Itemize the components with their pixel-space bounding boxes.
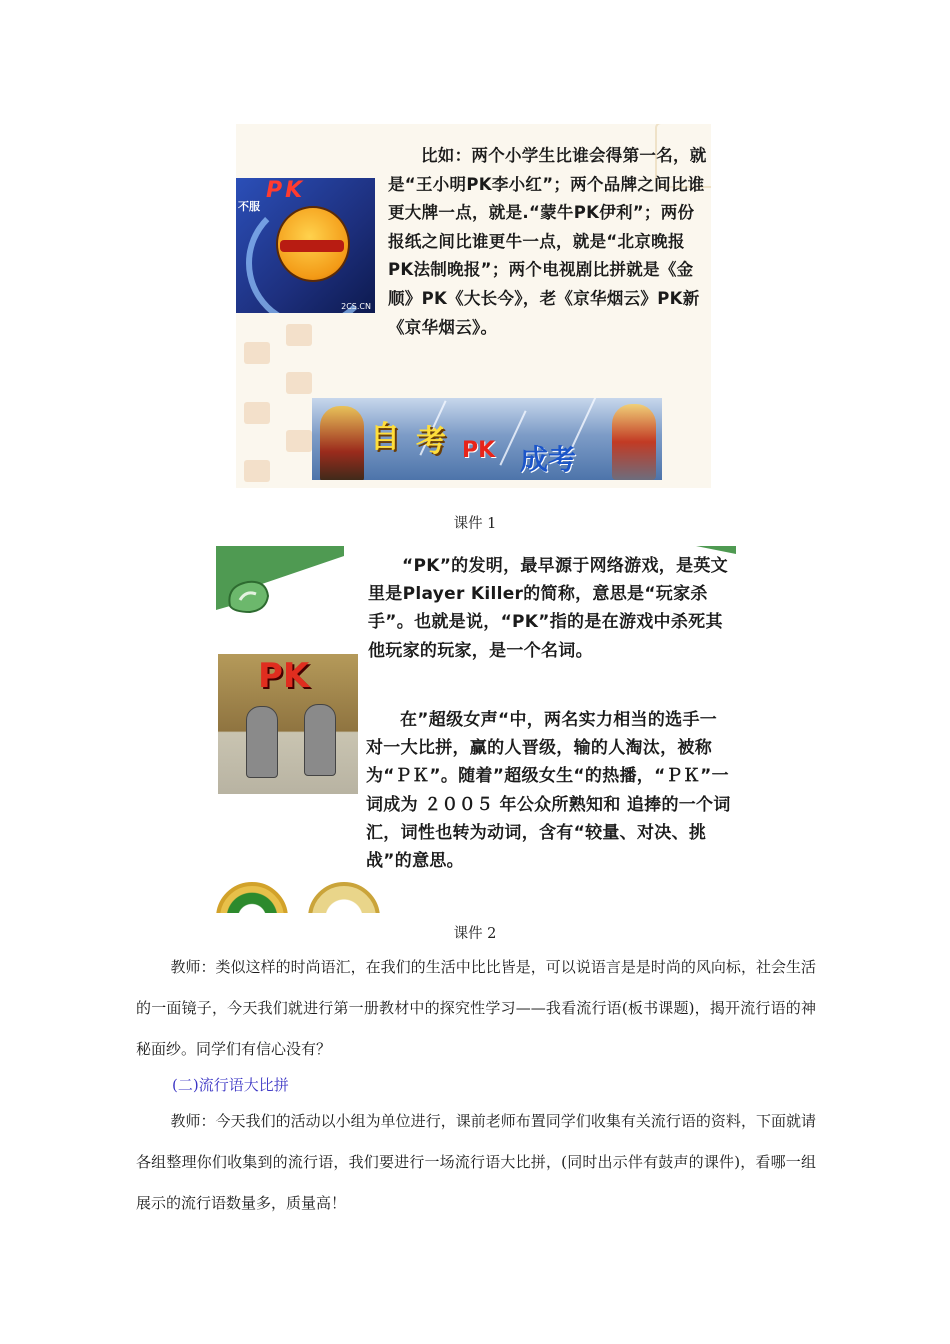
medal-decoration	[308, 882, 380, 913]
pk-cartoon-logo	[236, 178, 375, 313]
warrior-figure-left	[320, 406, 364, 480]
courseware-slide-2	[216, 546, 736, 913]
banner-kao-text: 考	[416, 424, 446, 459]
cartoon-headband	[280, 240, 344, 252]
game-pk-text: PK	[258, 656, 310, 696]
banner-zi-text: 自	[370, 420, 400, 455]
courseware-slide-1	[236, 124, 711, 488]
banner-chengkao-text: 成考	[520, 443, 577, 476]
medal-decoration	[216, 882, 288, 913]
slide2-paragraph-2: 在”超级女声“中，两名实力相当的选手一对一大比拼，赢的人晋级，输的人淘汰，被称为“ＰＫ”。随着”超级女生“的热播，“ＰＫ”一词成为 ２００５ 年公众所熟知和 追捧的一个词汇，词性也转为动词，含有“较量、对决、挑战”的意思。	[366, 710, 731, 872]
teacher-paragraph-2: 教师：今天我们的活动以小组为单位进行，课前老师布置同学们收集有关流行语的资料，下面就请各组整理你们收集到的流行语，我们要进行一场流行语大比拼，(同时出示伴有鼓声的课件)，看哪一组展示的流行语数量多，质量高！	[136, 1112, 816, 1212]
decorative-seal	[286, 324, 312, 346]
slide1-body-text: 比如：两个小学生比谁会得第一名，就是“王小明PK李小红”；两个品牌之间比谁更大牌一点，就是.“蒙牛PK伊利”；两份报纸之间比谁更牛一点，就是“北京晚报PK法制晚报”；两个电视剧比拼就是《金顺》PK《大长今》，老《京华烟云》PK新《京华烟云》。	[388, 146, 707, 337]
decorative-seal	[244, 460, 270, 482]
zikao-pk-chengkao-banner	[312, 398, 662, 480]
decorative-seal	[286, 430, 312, 452]
teacher-paragraph-1: 教师：类似这样的时尚语汇，在我们的生活中比比皆是，可以说语言是是时尚的风向标，社会生活的一面镜子，今天我们就进行第一册教材中的探究性学习——我看流行语(板书课题)，揭开流行语的神秘面纱。同学们有信心没有？	[136, 958, 816, 1058]
warrior-figure-right	[612, 404, 656, 480]
banner-pk-text: PK	[462, 438, 496, 463]
knight-figure-left	[246, 706, 278, 778]
logo-pk-text: PK	[266, 178, 306, 203]
decorative-seal	[244, 342, 270, 364]
logo-buzai-text: 不服	[238, 200, 260, 213]
decorative-seal	[244, 402, 270, 424]
pk-game-screenshot	[218, 654, 358, 794]
logo-site-text: 2CS.CN	[341, 302, 371, 311]
section-heading: (二)流行语大比拼	[172, 1076, 289, 1094]
scroll-decoration	[216, 546, 344, 616]
decorative-seal	[286, 372, 312, 394]
knight-figure-right	[304, 704, 336, 776]
caption-courseware-1: 课件 1	[453, 516, 497, 532]
caption-courseware-2: 课件 2	[453, 926, 497, 942]
slide2-paragraph-1: “PK”的发明，最早源于网络游戏，是英文里是Player Killer的简称，意思是“玩家杀手”。也就是说，“PK”指的是在游戏中杀死其他玩家的玩家，是一个名词。	[368, 556, 728, 661]
